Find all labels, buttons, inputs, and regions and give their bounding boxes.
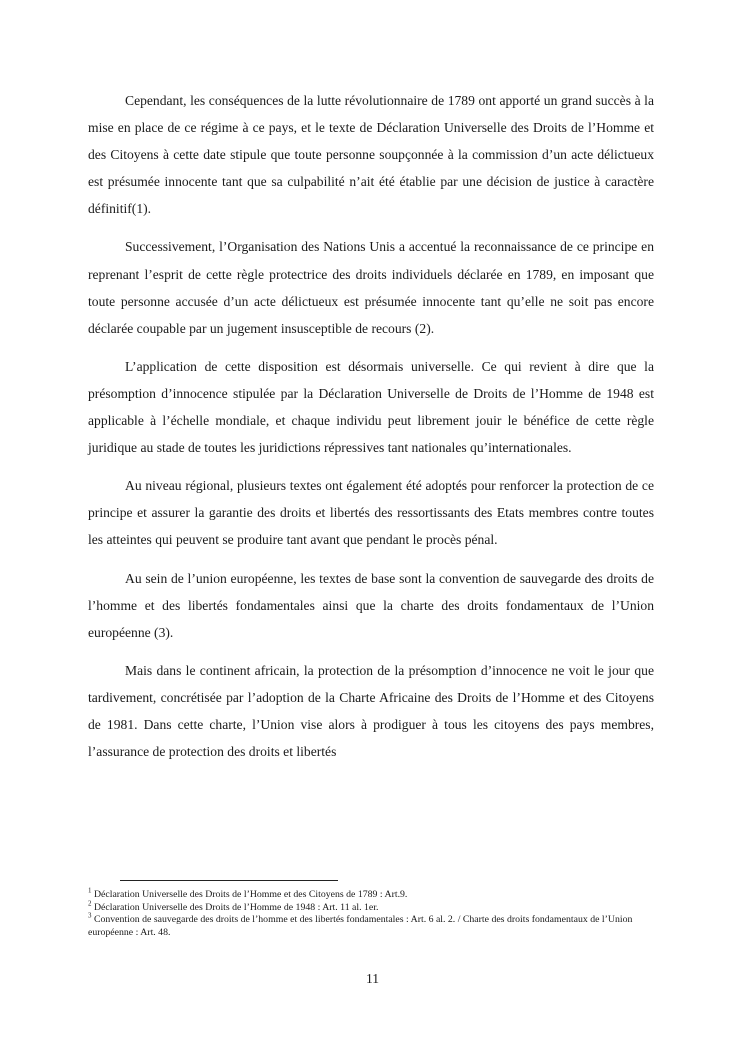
footnote-number: 1 xyxy=(88,886,92,895)
paragraph-2: Successivement, l’Organisation des Nations Unis a accentué la reconnaissance de ce principe en reprenant l’esprit de cette règle protectrice des droits individuels déclarée en 1789, en imposant que toute personne accusée d’un acte délictueux est présumée innocente tant qu’elle ne soit pas encore déclarée coupable par un jugement insusceptible de recours (2). xyxy=(88,239,654,336)
page-number: 11 xyxy=(365,971,380,986)
footnote-text: Convention de sauvegarde des droits de l’homme et des libertés fondamentales : Art. 6 al. 2. / Charte des droits fondamentaux de l’Union européenne : Art. 48. xyxy=(88,914,633,938)
footnote-1 xyxy=(88,886,654,902)
footnote-separator xyxy=(120,880,338,881)
paragraph-3: L’application de cette disposition est désormais universelle. Ce qui revient à dire que la présomption d’innocence stipulée par la Déclaration Universelle de Droits de l’Homme de 1948 est applicable à l’échelle mondiale, et chaque individu peut librement jouir le bénéfice de cette règle juridique au stade de toutes les juridictions répressives tant nationales qu’internationales. xyxy=(88,358,654,456)
footnote-number: 2 xyxy=(88,899,92,908)
paragraph-1: Cependant, les conséquences de la lutte révolutionnaire de 1789 ont apporté un grand succès à la mise en place de ce régime à ce pays, et le texte de Déclaration Universelle des Droits de l’Homme et des Citoyens à cette date stipule que toute personne soupçonnée à la commission d’un acte délictueux est présumée innocente tant que sa culpabilité n’ait été établie par une décision de justice à caractère définitif(1). xyxy=(88,93,654,217)
paragraph-4: Au niveau régional, plusieurs textes ont également été adoptés pour renforcer la protection de ce principe et assurer la garantie des droits et libertés des ressortissants des Etats membres contre toutes les atteintes qui peuvent se produire tant avant que pendant le procès pénal. xyxy=(88,478,654,548)
footnote-2 xyxy=(88,899,654,915)
footnote-number: 3 xyxy=(88,911,92,920)
footnote-text: Déclaration Universelle des Droits de l’Homme de 1948 : Art. 11 al. 1er. xyxy=(93,901,379,913)
footnote-text: Déclaration Universelle des Droits de l’Homme et des Citoyens de 1789 : Art.9. xyxy=(93,889,408,900)
footnotes xyxy=(88,880,654,939)
body-text xyxy=(88,87,654,776)
paragraph-6: Mais dans le continent africain, la protection de la présomption d’innocence ne voit le jour que tardivement, concrétisée par l’adoption de la Charte Africaine des Droits de l’Homme et des Citoyens de 1981. Dans cette charte, l’Union vise alors à prodiguer à tous les citoyens des pays membres, l’assurance de protection des droits et libertés xyxy=(88,662,654,760)
footnote-3 xyxy=(88,911,654,939)
paragraph-5: Au sein de l’union européenne, les textes de base sont la convention de sauvegarde des droits de l’homme et des libertés fondamentales ainsi que la charte des droits fondamentaux de l’Union européenne (3). xyxy=(88,570,654,640)
